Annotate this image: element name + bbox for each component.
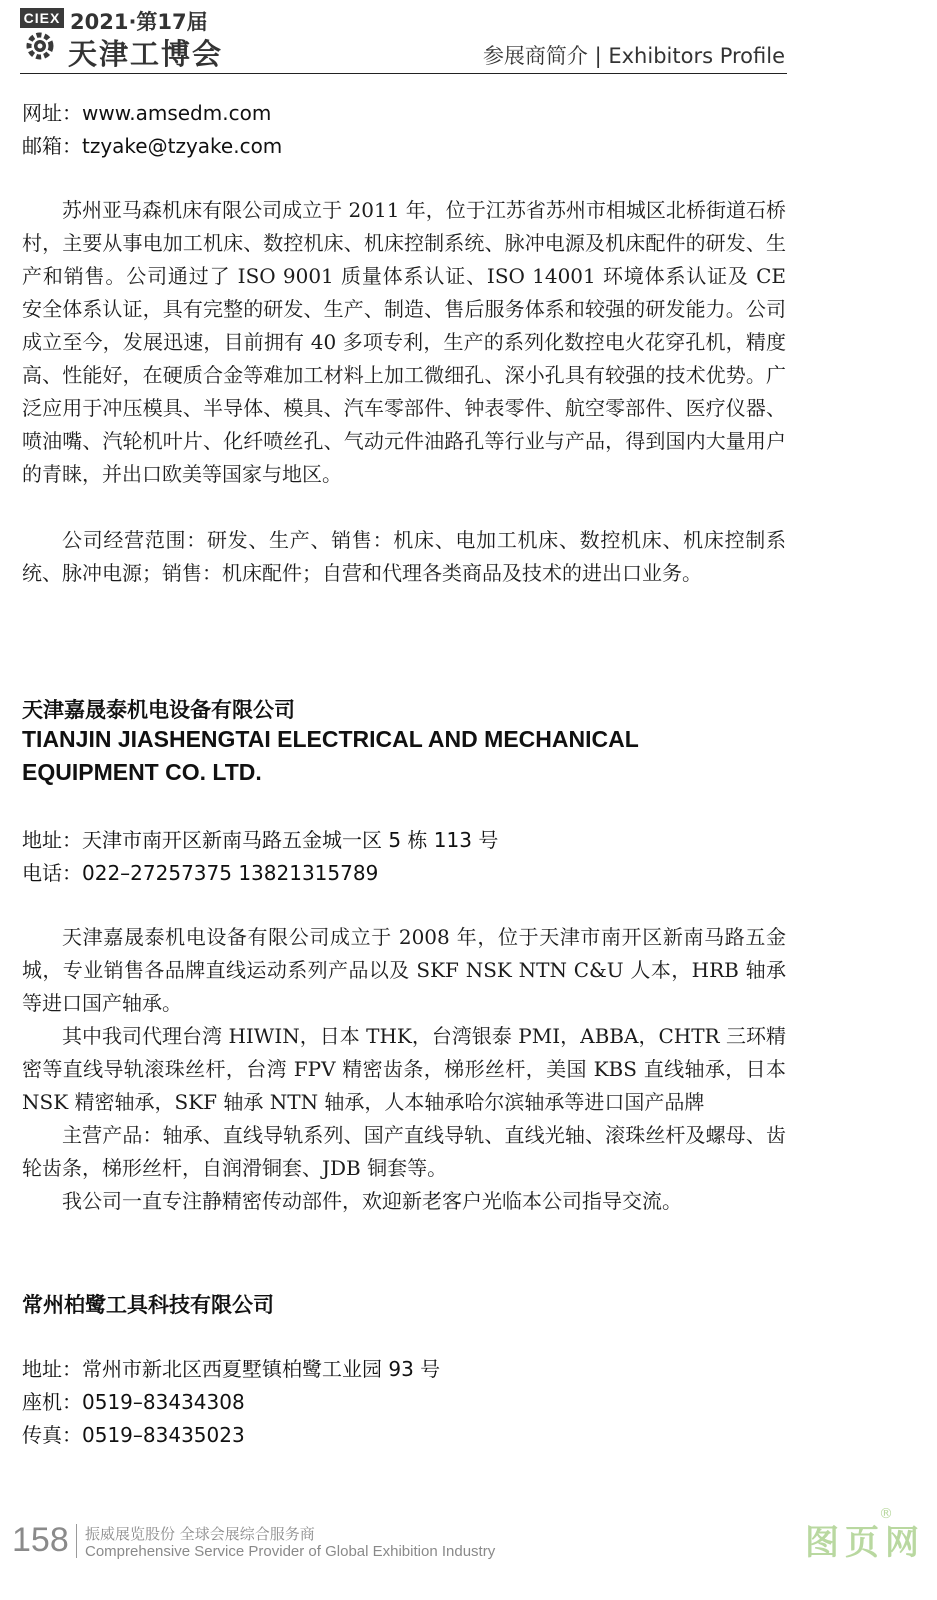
- company2-paragraph-4: 我公司一直专注静精密传动部件，欢迎新老客户光临本公司指导交流。: [62, 1189, 682, 1213]
- company1-email: 邮箱：tzyake@tzyake.com: [22, 134, 283, 158]
- company2-paragraph-2: 其中我司代理台湾 HIWIN，日本 THK，台湾银泰 PMI，ABBA，CHTR 三环精密等直线导轨滚珠丝杆，台湾 FPV 精密齿条，梯形丝杆，美国 KBS 直线轴承，日本 NSK 精密轴承，SKF 轴承 NTN 轴承，人本轴承哈尔滨轴承等进口国产品牌: [22, 1024, 786, 1114]
- company2-name-en: TIANJIN JIASHENGTAI ELECTRICAL AND MECHANICAL EQUIPMENT CO. LTD.: [22, 726, 639, 785]
- section-title: 参展商简介 | Exhibitors Profile: [482, 44, 785, 68]
- company2-paragraph-1: 天津嘉晟泰机电设备有限公司成立于 2008 年，位于天津市南开区新南马路五金城，专业销售各品牌直线运动系列产品以及 SKF NSK NTN C&U 人本，HRB 轴承等进口国产轴承。: [22, 925, 786, 1015]
- company3-landline: 座机：0519–83434308: [22, 1390, 245, 1414]
- footer-divider: [76, 1524, 77, 1558]
- watermark: 图页网: [805, 1523, 925, 1563]
- gear-logo-icon: [24, 30, 56, 62]
- footer-tagline-cn: 振威展览股份 全球会展综合服务商: [85, 1525, 315, 1543]
- company2-phone: 电话：022–27257375 13821315789: [22, 861, 379, 885]
- page-number: 158: [12, 1521, 69, 1559]
- logo-year: 2021·第17届: [70, 10, 208, 34]
- registered-mark: ®: [879, 1506, 893, 1522]
- company2-address: 地址：天津市南开区新南马路五金城一区 5 栋 113 号: [22, 828, 499, 852]
- company2-name-cn: 天津嘉晟泰机电设备有限公司: [22, 698, 295, 722]
- company3-fax: 传真：0519–83435023: [22, 1423, 245, 1447]
- company3-name-cn: 常州柏鹭工具科技有限公司: [22, 1293, 274, 1317]
- company1-website: 网址：www.amsedm.com: [22, 101, 272, 125]
- company3-address: 地址：常州市新北区西夏墅镇柏鹭工业园 93 号: [22, 1357, 441, 1381]
- company2-paragraph-3: 主营产品：轴承、直线导轨系列、国产直线导轨、直线光轴、滚珠丝杆及螺母、齿轮齿条，梯形丝杆，自润滑铜套、JDB 铜套等。: [22, 1123, 786, 1180]
- footer-tagline-en: Comprehensive Service Provider of Global Exhibition Industry: [85, 1543, 496, 1560]
- logo-abbreviation: CIEX: [20, 8, 64, 28]
- logo-name: 天津工博会: [68, 37, 224, 71]
- company1-paragraph-1: 苏州亚马森机床有限公司成立于 2011 年，位于江苏省苏州市相城区北桥街道石桥村，主要从事电加工机床、数控机床、机床控制系统、脉冲电源及机床配件的研发、生产和销售。公司通过了 ISO 9001 质量体系认证、ISO 14001 环境体系认证及 CE 安全体系认证，具有完整的研发、生产、制造、售后服务体系和较强的研发能力。公司成立至今，发展迅速，目前拥有 40 多项专利，生产的系列化数控电火花穿孔机，精度高、性能好，在硬质合金等难加工材料上加工微细孔、深小孔具有较强的技术优势。广泛应用于冲压模具、半导体、模具、汽车零部件、钟表零件、航空零部件、医疗仪器、喷油嘴、汽轮机叶片、化纤喷丝孔、气动元件油路孔等行业与产品，得到国内大量用户的青睐，并出口欧美等国家与地区。: [22, 198, 786, 486]
- company1-paragraph-2: 公司经营范围：研发、生产、销售：机床、电加工机床、数控机床、机床控制系统、脉冲电源；销售：机床配件；自营和代理各类商品及技术的进出口业务。: [22, 528, 786, 585]
- header-divider: [20, 73, 787, 74]
